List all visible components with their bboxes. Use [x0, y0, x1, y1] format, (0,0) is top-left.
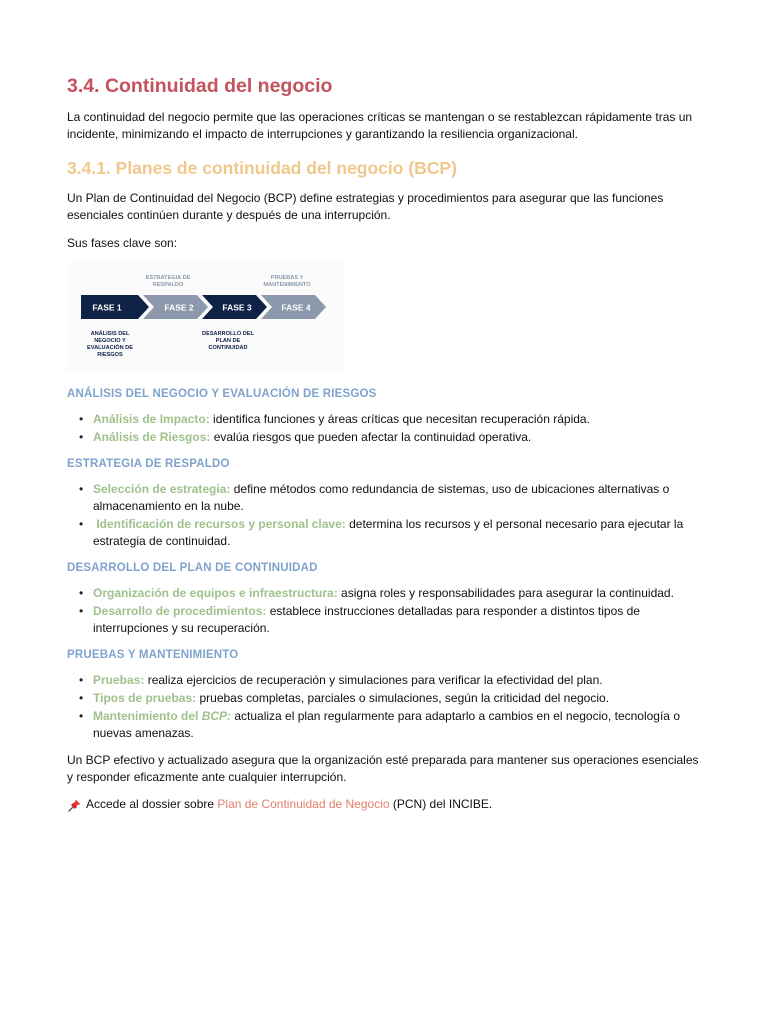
- list-item-text: realiza ejercicios de recuperación y simulaciones para verificar la efectividad del plan.: [144, 673, 603, 687]
- list-pruebas: [67, 672, 707, 742]
- list-item-term: Mantenimiento del: [93, 709, 202, 723]
- conclusion-paragraph: Un BCP efectivo y actualizado asegura que la organización esté preparada para mantener sus operaciones esenciales y responder eficazmente ante cualquier interrupción.: [67, 753, 699, 784]
- phase3-label: FASE 3: [222, 302, 252, 313]
- list-item-term: Análisis de Riesgos:: [93, 430, 211, 444]
- bcp-paragraph: Un Plan de Continuidad del Negocio (BCP) define estrategias y procedimientos para asegurar que las funciones esenciales continúen durante y después de una interrupción.: [67, 191, 664, 222]
- list-item-text: actualiza el plan regularmente para adaptarlo a cambios en el negocio, tecnología o nuevas amenazas.: [93, 709, 680, 740]
- pushpin-icon: [67, 797, 83, 813]
- section-title: 3.4. Continuidad del negocio: [67, 75, 333, 97]
- list-item-text: identifica funciones y áreas críticas que necesitan recuperación rápida.: [209, 412, 590, 426]
- phase4-top-label-line2: MANTENIMIENTO: [263, 282, 311, 288]
- phases-diagram: [67, 262, 343, 372]
- phase1-bottom-label-line1: ANÁLISIS DEL: [90, 331, 130, 337]
- list-item-term: Pruebas:: [93, 673, 145, 687]
- list-item-term-italic: BCP:: [201, 709, 232, 723]
- phase1-label: FASE 1: [92, 302, 122, 313]
- list-item-term: Identificación de recursos y personal clave:: [93, 517, 346, 531]
- dossier-text-before: Accede al dossier sobre: [86, 797, 218, 811]
- phase2-top-label-line1: ESTRATEGIA DE: [145, 275, 191, 281]
- phase1-bottom-label-line4: RIESGOS: [97, 352, 123, 358]
- phase1-bottom-label-line3: EVALUACIÓN DE: [87, 345, 133, 351]
- pcn-link[interactable]: Plan de Continuidad de Negocio: [217, 797, 390, 811]
- list-item: [93, 516, 707, 550]
- list-item-term: Selección de estrategia:: [93, 482, 231, 496]
- section-heading-desarrollo: DESARROLLO DEL PLAN DE CONTINUIDAD: [67, 562, 318, 574]
- phase4-label: FASE 4: [281, 302, 311, 313]
- section-heading-pruebas: PRUEBAS Y MANTENIMIENTO: [67, 649, 239, 661]
- list-item-text: asigna roles y responsabilidades para asegurar la continuidad.: [337, 586, 674, 600]
- dossier-text-after: (PCN) del INCIBE.: [389, 797, 493, 811]
- list-item: [93, 585, 707, 602]
- list-item: [93, 603, 707, 637]
- list-item-text: evalúa riesgos que pueden afectar la continuidad operativa.: [210, 430, 532, 444]
- list-item: [93, 708, 707, 742]
- list-item-text: pruebas completas, parciales o simulaciones, según la criticidad del negocio.: [196, 691, 610, 705]
- phase3-bottom-label-line2: PLAN DE: [215, 338, 241, 344]
- list-item-term: Análisis de Impacto:: [93, 412, 210, 426]
- list-item: [93, 429, 707, 446]
- document-content: [67, 73, 707, 813]
- phase2-label: FASE 2: [164, 302, 194, 313]
- phases-intro: Sus fases clave son:: [67, 236, 178, 250]
- subsection-title: 3.4.1. Planes de continuidad del negocio (BCP): [67, 158, 457, 178]
- phase4-top-label-line1: PRUEBAS Y: [270, 275, 304, 281]
- section-heading-estrategia: ESTRATEGIA DE RESPALDO: [67, 458, 230, 470]
- list-item-term: Tipos de pruebas:: [93, 691, 197, 705]
- phase3-bottom-label-line1: DESARROLLO DEL: [202, 331, 254, 337]
- list-item: [93, 481, 707, 515]
- list-item-term: Organización de equipos e infraestructura:: [93, 586, 338, 600]
- list-desarrollo: [67, 585, 707, 637]
- section-heading-analisis: ANÁLISIS DEL NEGOCIO Y EVALUACIÓN DE RIESGOS: [67, 388, 377, 400]
- phase3-bottom-label-line3: CONTINUIDAD: [208, 345, 248, 351]
- list-item-text: determina los recursos y el personal necesario para ejecutar la estrategia de continuidad.: [93, 517, 684, 548]
- list-item-text: define métodos como redundancia de sistemas, uso de ubicaciones alternativas o almacenamiento en la nube.: [93, 482, 670, 513]
- list-item-text: establece instrucciones detalladas para responder a distintos tipos de interrupciones y su recuperación.: [93, 604, 640, 635]
- list-item: [93, 411, 707, 428]
- list-item-term: Desarrollo de procedimientos:: [93, 604, 267, 618]
- dossier-line: [67, 796, 707, 813]
- list-item: [93, 672, 707, 689]
- phase2-top-label-line2: RESPALDO: [152, 282, 184, 288]
- phase1-bottom-label-line2: NEGOCIO Y: [94, 338, 126, 344]
- list-analisis: [67, 411, 707, 446]
- intro-paragraph: La continuidad del negocio permite que las operaciones críticas se mantengan o se restablezcan rápidamente tras un incidente, minimizando el impacto de interrupciones y garantizando la resiliencia organizacional.: [67, 110, 693, 141]
- list-estrategia: [67, 481, 707, 550]
- list-item: [93, 690, 707, 707]
